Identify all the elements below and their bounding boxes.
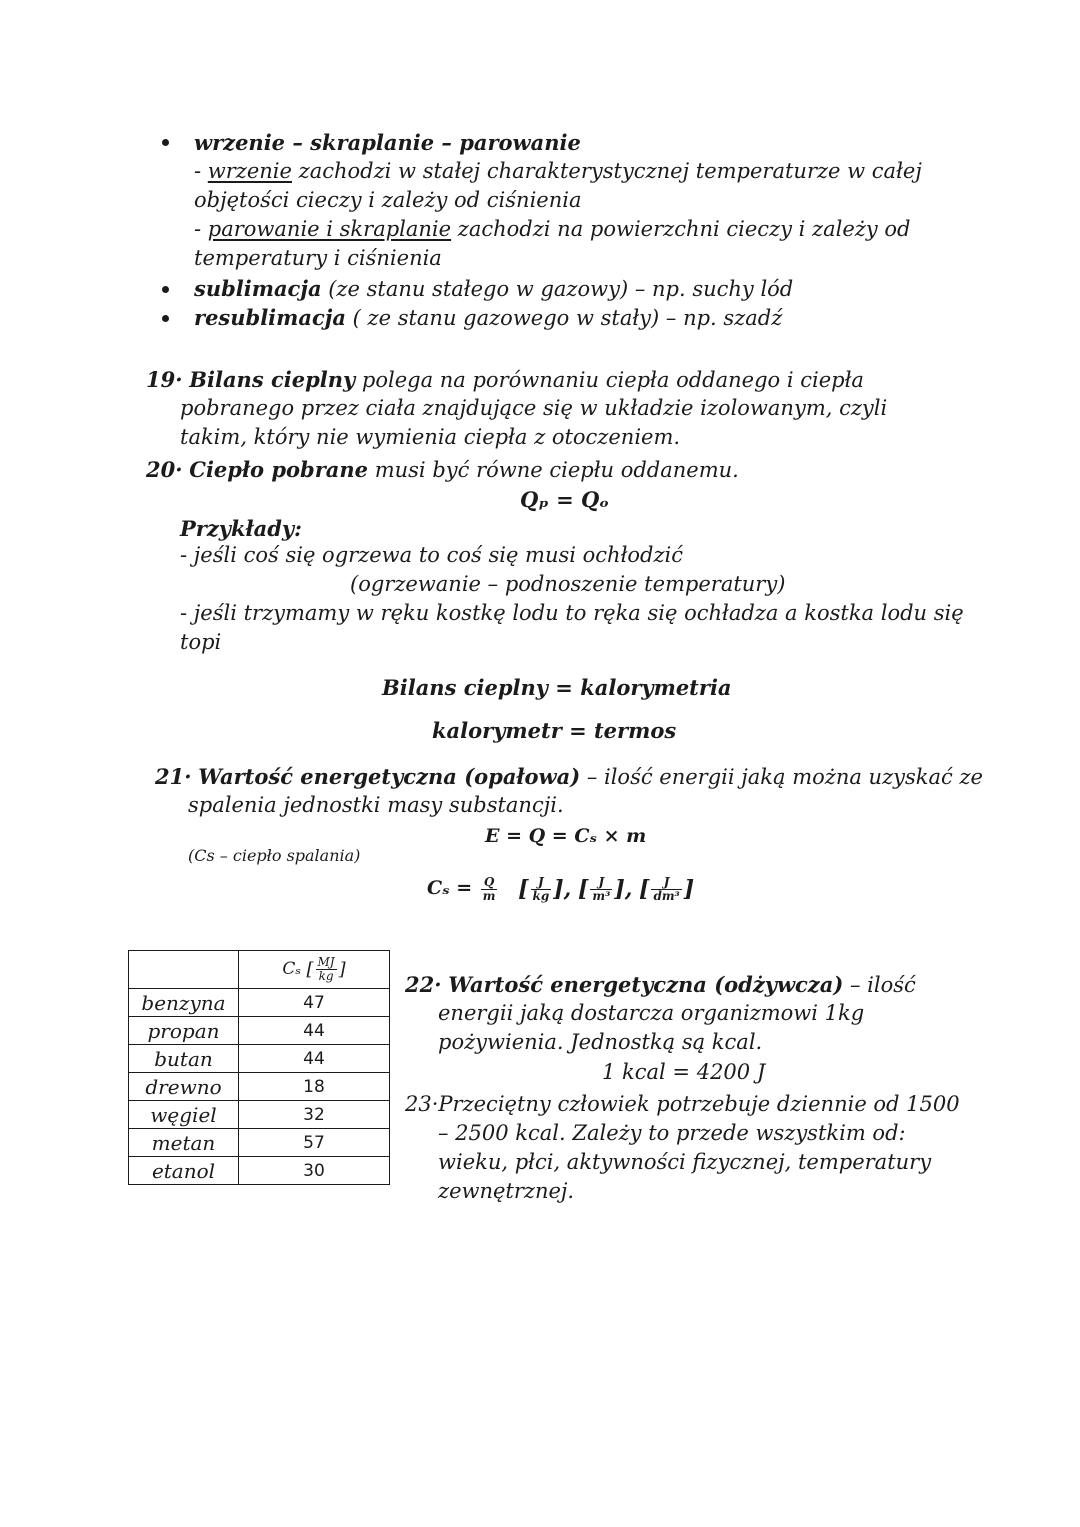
fuel-name: drewno xyxy=(129,1073,239,1101)
bullet-dot xyxy=(162,315,169,322)
equation-calorimeter: kalorymetr = termos xyxy=(432,718,677,743)
section-23-line-1: 23·Przeciętny człowiek potrzebuje dziennie od 1500 xyxy=(405,1092,960,1116)
section-19-line-2: pobranego przez ciała znajdujące się w układzie izolowanym, czyli xyxy=(180,396,888,420)
cs-formula: Cₛ = $\frac{Q}{m}$ [ $\frac{J}{kg}$ ], [ $\frac{J}{\text{m³}}$ ], [ $\frac{J}{\text{dm³}}$ ] xyxy=(427,874,695,903)
table-header-row xyxy=(129,951,390,989)
boiling-line-3: - parowanie i skraplanie zachodzi na powierzchni cieczy i zależy od xyxy=(194,217,911,241)
table-header-empty xyxy=(129,951,239,989)
boiling-line-4: temperatury i ciśnienia xyxy=(194,246,442,270)
fuel-name: propan xyxy=(129,1017,239,1045)
example-2-line-2: topi xyxy=(180,630,222,654)
section-19-line-1: 19· Bilans cieplny polega na porównaniu ciepła oddanego i ciepła xyxy=(146,367,864,392)
section-22-line-2: energii jaką dostarcza organizmowi 1kg xyxy=(438,1001,865,1025)
table-row xyxy=(129,1129,390,1157)
fuel-value: 30 xyxy=(239,1157,390,1185)
q-over-m-fraction: $\frac{Q}{m}$ xyxy=(482,874,496,903)
section-19-line-3: takim, który nie wymienia ciepła z otoczeniem. xyxy=(180,425,681,449)
fuel-value: 57 xyxy=(239,1129,390,1157)
section-21-line-2: spalenia jednostki masy substancji. xyxy=(188,793,564,817)
section-23-line-4: zewnętrznej. xyxy=(438,1179,575,1203)
kcal-conversion: 1 kcal = 4200 J xyxy=(602,1060,766,1084)
fuel-value: 32 xyxy=(239,1101,390,1129)
table-row xyxy=(129,1045,390,1073)
fuel-name: benzyna xyxy=(129,989,239,1017)
bullet-title-boiling: wrzenie – skraplanie – parowanie xyxy=(194,130,581,155)
section-23-line-2: – 2500 kcal. Zależy to przede wszystkim od: xyxy=(438,1121,906,1145)
section-21-line-1: 21· Wartość energetyczna (opałowa) – ilość energii jaką można uzyskać ze xyxy=(155,764,983,789)
fuel-name: metan xyxy=(129,1129,239,1157)
equation-calorimetry: Bilans cieplny = kalorymetria xyxy=(382,675,732,700)
bullet-dot xyxy=(162,139,169,146)
fuel-value: 47 xyxy=(239,989,390,1017)
section-20-line-1: 20· Ciepło pobrane musi być równe ciepłu oddanemu. xyxy=(146,457,739,482)
fuel-value: 44 xyxy=(239,1045,390,1073)
table-row xyxy=(129,1101,390,1129)
unit-j-per-kg: $\frac{J}{kg}$ xyxy=(532,874,550,903)
example-1-note: (ogrzewanie – podnoszenie temperatury) xyxy=(350,572,786,596)
unit-j-per-m3: $\frac{J}{\text{m³}}$ xyxy=(592,874,611,903)
heat-balance-formula: Qₚ = Qₒ xyxy=(520,487,610,512)
table-row xyxy=(129,1157,390,1185)
resublimation-line: resublimacja ( ze stanu gazowego w stały) – np. szadź xyxy=(194,305,783,330)
combustion-heat-table xyxy=(128,950,390,1185)
section-22-line-1: 22· Wartość energetyczna (odżywcza) – ilość xyxy=(405,972,916,997)
boiling-line-2: objętości cieczy i zależy od ciśnienia xyxy=(194,188,582,212)
energy-formula: E = Q = Cₛ × m xyxy=(485,825,647,847)
unit-j-per-dm3: $\frac{J}{\text{dm³}}$ xyxy=(653,874,680,903)
sublimation-line: sublimacja (ze stanu stałego w gazowy) – np. suchy lód xyxy=(194,276,794,301)
fuel-value: 44 xyxy=(239,1017,390,1045)
fuel-name: etanol xyxy=(129,1157,239,1185)
fuel-name: butan xyxy=(129,1045,239,1073)
section-23-line-3: wieku, płci, aktywności fizycznej, temperatury xyxy=(438,1150,932,1174)
table-row xyxy=(129,1017,390,1045)
table-header-cs: Cₛ [ $\frac{MJ}{kg}$ ] xyxy=(239,951,390,989)
fuel-name: węgiel xyxy=(129,1101,239,1129)
fuel-value: 18 xyxy=(239,1073,390,1101)
section-22-line-3: pożywienia. Jednostką są kcal. xyxy=(438,1030,763,1054)
table-row xyxy=(129,1073,390,1101)
boiling-line-1: - wrzenie zachodzi w stałej charakterystycznej temperaturze w całej xyxy=(194,159,922,183)
bullet-dot xyxy=(162,286,169,293)
example-2-line-1: - jeśli trzymamy w ręku kostkę lodu to ręka się ochładza a kostka lodu się xyxy=(180,601,964,625)
table-row xyxy=(129,989,390,1017)
examples-title: Przykłady: xyxy=(180,516,302,541)
example-1: - jeśli coś się ogrzewa to coś się musi ochłodzić xyxy=(180,543,684,567)
combustion-heat-note: (Cs – ciepło spalania) xyxy=(188,846,361,865)
